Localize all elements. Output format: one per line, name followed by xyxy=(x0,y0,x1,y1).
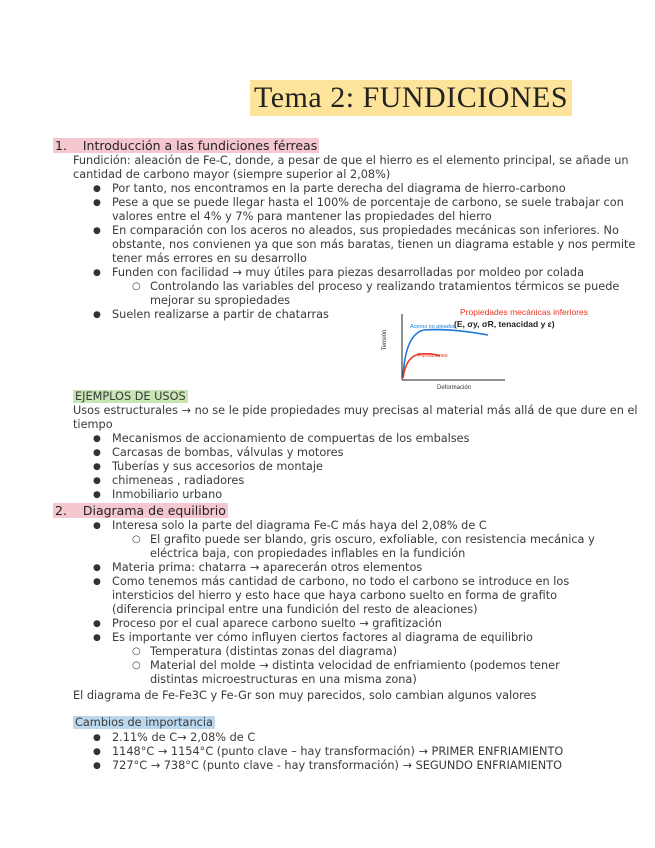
sub-bullet-icon: ○ xyxy=(132,646,141,657)
x-axis-label: Deformación xyxy=(437,385,472,391)
sub-bullet-icon: ○ xyxy=(132,660,141,671)
bullet-icon: ● xyxy=(93,198,101,208)
list-item-continued: tener más errores en su desarrollo xyxy=(112,252,307,265)
list-item: 2.11% de C→ 2,08% de C xyxy=(112,731,256,744)
bullet-icon: ● xyxy=(93,184,101,194)
bullet-icon: ● xyxy=(93,268,101,278)
diagram-title: Propiedades mecánicas inferiores xyxy=(460,307,589,317)
bullet-icon: ● xyxy=(93,747,101,757)
section-1-title: Introducción a las fundiciones férreas xyxy=(82,138,318,153)
paragraph-line: El diagrama de Fe-Fe3C y Fe-Gr son muy parecidos, solo cambian algunos valores xyxy=(73,689,537,702)
stress-strain-diagram xyxy=(380,300,600,392)
steel-curve-label: Aceros no aleados xyxy=(410,324,456,330)
bullet-icon: ● xyxy=(93,619,101,629)
section-1-number: 1. xyxy=(55,138,67,153)
sub-list-item: Material del molde → distinta velocidad de enfriamiento (podemos tener xyxy=(150,659,560,672)
section-2-heading xyxy=(53,503,228,518)
bullet-icon: ● xyxy=(93,490,101,500)
uses-heading: EJEMPLOS DE USOS xyxy=(75,390,186,403)
bullet-icon: ● xyxy=(93,521,101,531)
sub-list-item: Controlando las variables del proceso y realizando tratamientos térmicos se puede xyxy=(150,280,620,293)
bullet-icon: ● xyxy=(93,226,101,236)
page-title: Tema 2: FUNDICIONES xyxy=(250,80,572,116)
list-item-continued: valores entre el 4% y 7% para mantener las propiedades del hierro xyxy=(112,210,492,223)
list-item-continued: intersticios del hierro y esto hace que haya carbono suelto en forma de grafito xyxy=(112,589,558,602)
section-2-title: Diagrama de equilibrio xyxy=(82,503,226,518)
list-item: chimeneas , radiadores xyxy=(112,474,245,487)
bullet-icon: ● xyxy=(93,476,101,486)
bullet-icon: ● xyxy=(93,577,101,587)
sub-bullet-icon: ○ xyxy=(132,281,141,292)
diagram-properties-label: (E, σy, σR, tenacidad y ε) xyxy=(454,319,555,329)
list-item: Inmobiliario urbano xyxy=(112,488,223,501)
sub-list-item-continued: distintas microestructuras en una misma zona) xyxy=(150,673,417,686)
list-item: Carcasas de bombas, válvulas y motores xyxy=(112,446,344,459)
paragraph-line: Fundición: aleación de Fe-C, donde, a pesar de que el hierro es el elemento principal, se añade un xyxy=(73,154,629,167)
list-item-continued: obstante, nos convienen ya que son más baratas, tienen un diagrama estable y nos permite xyxy=(112,238,636,251)
bullet-icon: ● xyxy=(93,761,101,771)
sub-list-item: El grafito puede ser blando, gris oscuro, exfoliable, con resistencia mecánica y xyxy=(150,533,595,546)
list-item-continued: (diferencia principal entre una fundición del resto de aleaciones) xyxy=(112,603,478,616)
list-item: Interesa solo la parte del diagrama Fe-C más haya del 2,08% de C xyxy=(112,519,487,532)
list-item: 1148°C → 1154°C (punto clave – hay transformación) → PRIMER ENFRIAMIENTO xyxy=(112,745,564,758)
list-item: Es importante ver cómo influyen ciertos factores al diagrama de equilibrio xyxy=(112,631,533,644)
list-item: Proceso por el cual aparece carbono suelto → grafitización xyxy=(112,617,442,630)
paragraph-line: Usos estructurales → no se le pide propiedades muy precisas al material más allá de que dure en el xyxy=(73,404,638,417)
bullet-icon: ● xyxy=(93,462,101,472)
paragraph-line: tiempo xyxy=(73,418,113,431)
sub-list-item: Temperatura (distintas zonas del diagrama) xyxy=(150,645,398,658)
section-2-number: 2. xyxy=(55,503,67,518)
list-item: Suelen realizarse a partir de chatarras xyxy=(112,308,329,321)
sub-list-item-continued: eléctrica baja, con propiedades inflables en la fundición xyxy=(150,547,466,560)
list-item: Pese a que se puede llegar hasta el 100% de porcentaje de carbono, se suele trabajar con xyxy=(112,196,624,209)
list-item: 727°C → 738°C (punto clave - hay transformación) → SEGUNDO ENFRIAMIENTO xyxy=(112,759,562,772)
sub-bullet-icon: ○ xyxy=(132,534,141,545)
changes-heading: Cambios de importancia xyxy=(75,716,213,729)
list-item: Mecanismos de accionamiento de compuertas de los embalses xyxy=(112,432,470,445)
list-item: Por tanto, nos encontramos en la parte derecha del diagrama de hierro-carbono xyxy=(112,182,566,195)
bullet-icon: ● xyxy=(93,563,101,573)
list-item: Tuberías y sus accesorios de montaje xyxy=(112,460,323,473)
list-item: Materia prima: chatarra → aparecerán otros elementos xyxy=(112,561,423,574)
y-axis-label: Tensión xyxy=(382,329,388,351)
list-item: En comparación con los aceros no aleados, sus propiedades mecánicas son inferiores. No xyxy=(112,224,619,237)
list-item: Como tenemos más cantidad de carbono, no todo el carbono se introduce en los xyxy=(112,575,570,588)
sub-list-item-continued: mejorar su spropiedades xyxy=(150,294,291,307)
paragraph-line: cantidad de carbono mayor (siempre superior al 2,08%) xyxy=(73,168,391,181)
bullet-icon: ● xyxy=(93,733,101,743)
list-item: Funden con facilidad → muy útiles para piezas desarrolladas por moldeo por colada xyxy=(112,266,585,279)
bullet-icon: ● xyxy=(93,633,101,643)
section-1-heading xyxy=(53,138,319,153)
bullet-icon: ● xyxy=(93,310,101,320)
cast-iron-curve-label: Fundiciones xyxy=(418,353,448,359)
bullet-icon: ● xyxy=(93,448,101,458)
bullet-icon: ● xyxy=(93,434,101,444)
